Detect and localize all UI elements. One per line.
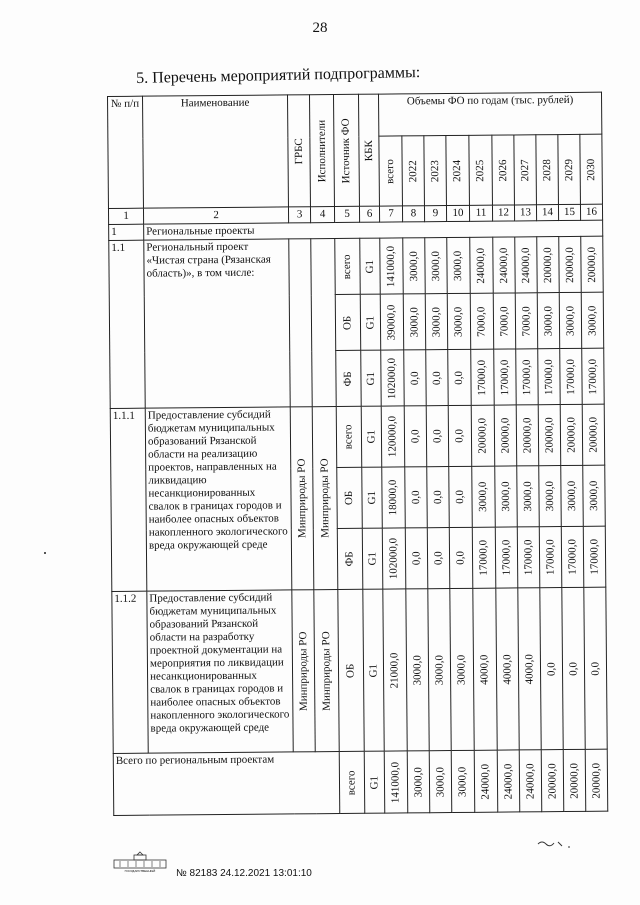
source-cell (335, 294, 360, 350)
kbk-cell-text: G1 (363, 315, 377, 329)
total-value (451, 750, 475, 812)
value-cell (470, 293, 493, 349)
source-cell-text: ФБ (343, 551, 356, 567)
value-cell (448, 405, 472, 466)
header-no: № п/п (108, 96, 144, 208)
value-cell (540, 588, 563, 750)
value-cell-text: 0,0 (544, 661, 558, 676)
total-value-text: 3000,0 (411, 766, 425, 797)
source-cell-text: всего (340, 253, 354, 279)
source-cell-text: ОБ (344, 663, 357, 678)
value-cell-text: 17000,0 (542, 358, 555, 395)
value-cell-text: 7000,0 (519, 305, 533, 337)
value-cell (583, 465, 606, 526)
value-cell-text: 20000,0 (520, 417, 534, 454)
value-cell-text: 3000,0 (432, 654, 446, 685)
value-cell (426, 350, 448, 406)
value-cell-text: 3000,0 (499, 481, 512, 512)
value-cell-text: 20000,0 (563, 246, 576, 283)
total-value (585, 749, 608, 811)
col-number: 10 (446, 205, 469, 221)
value-cell-text: 3000,0 (565, 480, 578, 512)
header-source (333, 94, 359, 206)
kbk-cell (360, 238, 380, 294)
total-value-text: 24000,0 (479, 763, 492, 800)
value-cell-text: 20000,0 (585, 246, 598, 283)
col-number: 16 (580, 204, 602, 220)
value-cell (473, 588, 497, 750)
value-cell-text: 0,0 (409, 551, 423, 566)
value-cell-text: 20000,0 (498, 417, 512, 454)
value-cell (560, 404, 583, 465)
source-cell (337, 528, 363, 589)
value-cell-text: 3000,0 (451, 250, 465, 281)
total-value-text: 3000,0 (433, 766, 447, 797)
col-number: 15 (558, 204, 580, 220)
header-year-text: 2023 (428, 159, 441, 182)
value-cell-text: 141000,0 (384, 245, 398, 287)
header-executors-text: Исполнители (315, 119, 328, 182)
kbk-cell (361, 406, 382, 467)
col-number: 12 (492, 205, 514, 221)
source-cell (337, 467, 363, 528)
header-year (558, 134, 581, 204)
header-year-text: 2022 (406, 159, 419, 182)
value-cell (472, 466, 496, 527)
value-cell-text: 3000,0 (585, 305, 599, 336)
col-number: 1 (108, 208, 143, 224)
item-executors (312, 407, 338, 590)
value-cell-text: 7000,0 (475, 306, 488, 337)
section-no: 1 (109, 224, 144, 240)
item-name: Предоставление субсидий бюджетам муниципальных образований Рязанской области на реализацию проектов, направленных на ликвидацию несанкционированных свалок в границах городов и наиболее опасных объектов накопленного экологического вреда окружающей среде (145, 407, 292, 591)
kbk-cell (361, 350, 381, 406)
header-year (446, 135, 470, 205)
header-executors (309, 95, 334, 207)
value-cell-text: 3000,0 (563, 305, 577, 336)
value-cell (383, 589, 407, 751)
kbk-cell (360, 294, 380, 350)
value-cell-text: 21000,0 (388, 652, 401, 688)
value-cell-text: 20000,0 (586, 416, 600, 453)
value-cell (448, 349, 471, 405)
value-cell (427, 467, 450, 528)
kbk-cell-text: G1 (365, 490, 378, 505)
col-number: 7 (379, 206, 402, 222)
value-cell (582, 404, 605, 465)
item-no: 1.1.2 (112, 591, 148, 753)
value-cell-text: 3000,0 (455, 654, 468, 685)
total-kbk (364, 751, 385, 813)
value-cell (425, 238, 447, 294)
source-cell-text: всего (342, 424, 355, 450)
total-kbk-text: G1 (367, 775, 381, 789)
value-cell (559, 236, 581, 292)
value-cell (404, 350, 426, 406)
value-cell-text: 3000,0 (543, 480, 556, 512)
value-cell-text: 4000,0 (500, 653, 514, 685)
header-year-text: 2029 (562, 158, 575, 181)
col-number: 4 (310, 207, 334, 223)
value-cell (562, 587, 585, 749)
header-total-text: всего (384, 158, 397, 184)
header-year (492, 135, 515, 205)
value-cell (450, 588, 474, 750)
value-cell (470, 237, 493, 293)
total-value-text: 141000,0 (389, 761, 402, 803)
header-year-text: 2024 (451, 159, 464, 182)
col-number: 13 (514, 205, 536, 221)
col-number: 8 (402, 206, 424, 222)
item-executors-text: Минприроды РО (319, 630, 333, 711)
value-cell (496, 588, 519, 750)
value-cell (428, 589, 451, 751)
value-cell-text: 4000,0 (522, 653, 536, 685)
value-cell-text: 0,0 (453, 490, 467, 504)
value-cell (406, 589, 429, 751)
value-cell-text: 20000,0 (541, 246, 554, 283)
value-cell (471, 405, 495, 466)
value-cell-text: 0,0 (588, 661, 602, 676)
value-cell-text: 0,0 (566, 661, 580, 676)
document-id: № 82183 24.12.2021 13:01:10 (176, 868, 312, 879)
source-cell-text: ОБ (341, 315, 354, 330)
value-cell (449, 527, 473, 588)
value-cell-text: 0,0 (430, 370, 443, 385)
kbk-cell-text: G1 (364, 371, 377, 385)
value-cell-text: 3000,0 (429, 306, 443, 337)
value-cell (449, 466, 473, 527)
stamp-text: ГОСУДАРСТВЕННЫЙ (124, 869, 156, 873)
col-number: 6 (359, 206, 379, 222)
value-cell (538, 405, 561, 466)
value-cell-text: 3000,0 (410, 654, 424, 685)
source-cell (338, 589, 364, 751)
item-grbs (292, 590, 315, 752)
col-number: 3 (288, 207, 310, 223)
header-year (424, 136, 447, 206)
header-year-text: 2025 (474, 159, 487, 182)
kbk-cell-text: G1 (366, 663, 380, 677)
value-cell (515, 237, 537, 293)
value-cell (381, 406, 405, 467)
value-cell (404, 406, 427, 467)
value-cell (493, 293, 515, 349)
item-executors-text: Минприроды РО (318, 458, 331, 538)
header-year-text: 2028 (540, 158, 553, 181)
value-cell-text: 0,0 (408, 429, 422, 444)
header-grbs-text: ГРБС (292, 137, 305, 164)
total-source (339, 751, 365, 813)
value-cell-text: 17000,0 (565, 539, 579, 575)
value-cell-text: 0,0 (453, 429, 466, 443)
header-name: Наименование (143, 95, 289, 208)
value-cell (447, 293, 470, 349)
value-cell (539, 466, 562, 527)
value-cell-text: 20000,0 (542, 417, 556, 454)
value-cell (538, 349, 560, 405)
value-cell (517, 466, 540, 527)
value-cell-text: 17000,0 (475, 359, 489, 396)
measures-table (107, 92, 608, 816)
header-year-text: 2026 (496, 158, 509, 182)
value-cell (403, 294, 425, 350)
section-name: Региональные проекты (144, 220, 603, 240)
total-value (541, 750, 564, 812)
item-grbs-text: Минприроды РО (295, 458, 308, 539)
source-cell (335, 238, 360, 294)
value-cell-text: 17000,0 (564, 358, 577, 395)
value-cell-text: 17000,0 (499, 539, 513, 576)
col-number: 2 (143, 207, 288, 224)
value-cell-text: 3000,0 (407, 250, 420, 282)
value-cell-text: 17000,0 (543, 539, 557, 576)
total-value (429, 751, 452, 813)
value-cell-text: 0,0 (454, 551, 467, 565)
kbk-cell-text: G1 (364, 429, 378, 444)
header-year (402, 136, 425, 206)
value-cell-text: 3000,0 (429, 250, 442, 281)
value-cell (382, 528, 406, 589)
value-cell (559, 292, 581, 348)
grbs-empty (289, 239, 312, 407)
header-year (469, 135, 493, 205)
value-cell-text: 17000,0 (521, 539, 535, 576)
kbk-cell (362, 528, 383, 589)
total-value (407, 751, 430, 813)
value-cell-text: 17000,0 (520, 358, 533, 395)
header-year-text: 2030 (584, 158, 597, 181)
value-cell (427, 528, 450, 589)
value-cell-text: 0,0 (408, 370, 421, 385)
value-cell (560, 348, 582, 404)
handwritten-mark (536, 836, 576, 850)
total-value (519, 750, 542, 812)
value-cell (584, 587, 607, 749)
header-year (580, 134, 603, 204)
value-cell-text: 0,0 (409, 490, 422, 505)
header-source-text: Источник ФО (339, 117, 353, 183)
col-number: 9 (424, 206, 446, 222)
value-cell-text: 18000,0 (386, 479, 400, 516)
header-year-text: 2027 (518, 158, 531, 181)
value-cell (494, 405, 517, 466)
value-cell (380, 238, 403, 294)
kbk-cell-text: G1 (365, 551, 379, 566)
value-cell-text: 3000,0 (407, 306, 421, 338)
value-cell (518, 588, 541, 750)
value-cell (405, 528, 428, 589)
value-cell-text: 24000,0 (497, 247, 510, 283)
value-cell (495, 466, 518, 527)
value-cell (581, 292, 603, 348)
value-cell (403, 238, 425, 294)
value-cell-text: 17000,0 (586, 358, 599, 395)
value-cell (471, 349, 494, 405)
value-cell-text: 0,0 (430, 429, 444, 444)
value-cell-text: 3000,0 (521, 481, 534, 512)
header-year (536, 135, 559, 205)
value-cell (493, 237, 515, 293)
value-cell-text: 102000,0 (385, 357, 399, 399)
value-cell (561, 526, 584, 587)
value-cell (405, 467, 428, 528)
value-cell (517, 527, 540, 588)
value-cell (537, 237, 559, 293)
value-cell-text: 3000,0 (452, 306, 465, 337)
total-value (497, 750, 520, 812)
total-value-text: 3000,0 (456, 766, 469, 797)
value-cell-text: 4000,0 (478, 654, 491, 685)
value-cell-text: 3000,0 (587, 480, 600, 511)
total-value (563, 749, 586, 811)
scan-speck (44, 552, 46, 554)
value-cell-text: 24000,0 (474, 247, 488, 284)
stamp-logo (112, 851, 168, 873)
item-grbs (290, 407, 314, 590)
total-value-text: 20000,0 (589, 762, 603, 799)
value-cell-text: 24000,0 (519, 246, 532, 283)
kbk-cell (363, 589, 384, 751)
value-cell (495, 527, 518, 588)
total-value-text: 20000,0 (567, 762, 581, 799)
value-cell (380, 294, 403, 350)
header-volumes: Объемы ФО по годам (тыс. рублей) (378, 92, 601, 136)
value-cell (425, 294, 447, 350)
total-value (474, 750, 498, 812)
value-cell-text: 3000,0 (476, 481, 490, 512)
header-kbk-text: КБК (362, 139, 375, 161)
kbk-cell-text: G1 (363, 259, 376, 273)
value-cell (582, 348, 604, 404)
value-cell (447, 237, 470, 293)
item-no: 1.1.1 (110, 408, 147, 591)
value-cell-text: 0,0 (431, 551, 445, 566)
total-name: Всего по региональным проектам (113, 751, 340, 815)
total-value-text: 24000,0 (501, 763, 515, 799)
source-cell (336, 350, 361, 406)
total-value-text: 20000,0 (545, 762, 559, 799)
value-cell (516, 349, 538, 405)
project-name: Региональный проект «Чистая страна (Рязанская область)», в том числе: (144, 239, 290, 408)
executors-empty (311, 239, 336, 407)
value-cell (537, 293, 559, 349)
total-source-text: всего (345, 769, 358, 795)
value-cell-text: 0,0 (431, 490, 444, 505)
value-cell-text: 120000,0 (386, 415, 399, 458)
value-cell-text: 20000,0 (564, 417, 578, 453)
value-cell-text: 17000,0 (477, 539, 490, 576)
value-cell (382, 467, 406, 528)
source-cell-text: ФБ (341, 370, 355, 386)
value-cell-text: 102000,0 (387, 537, 400, 580)
value-cell-text: 39000,0 (385, 304, 398, 340)
header-total (379, 136, 403, 206)
value-cell (381, 350, 404, 406)
value-cell (515, 293, 537, 349)
total-value-text: 24000,0 (523, 762, 537, 799)
kbk-cell (362, 467, 383, 528)
col-number: 11 (469, 205, 492, 221)
value-cell-text: 17000,0 (587, 538, 601, 575)
value-cell (539, 527, 562, 588)
value-cell (583, 526, 606, 587)
value-cell (581, 236, 603, 292)
item-name: Предоставление субсидий бюджетам муниципальных образований Рязанской области на разработку проектной документации на мероприятия по ликвидации несанкционированных свалок в границах городов и наиболее опасных объектов накопленного экологического вреда окружающей среде (147, 590, 293, 753)
col-number: 14 (536, 205, 558, 221)
value-cell-text: 3000,0 (541, 305, 555, 336)
value-cell-text: 17000,0 (498, 359, 511, 395)
value-cell (472, 527, 496, 588)
header-grbs (287, 95, 310, 207)
item-grbs-text: Минприроды РО (296, 631, 310, 711)
page-number: 28 (312, 20, 328, 36)
total-value (384, 751, 408, 813)
col-number: 5 (334, 206, 359, 222)
value-cell-text: 20000,0 (476, 417, 489, 454)
project-no: 1.1 (109, 240, 145, 408)
value-cell-text: 7000,0 (497, 305, 511, 337)
source-cell (336, 406, 362, 467)
value-cell (426, 406, 449, 467)
item-executors (314, 590, 339, 752)
value-cell (516, 405, 539, 466)
section-title: 5. Перечень мероприятий подпрограммы: (136, 64, 421, 87)
value-cell-text: 0,0 (452, 370, 466, 385)
source-cell-text: ОБ (342, 490, 356, 506)
header-year (514, 135, 537, 205)
value-cell (494, 349, 516, 405)
value-cell (561, 465, 584, 526)
header-kbk (358, 94, 379, 206)
